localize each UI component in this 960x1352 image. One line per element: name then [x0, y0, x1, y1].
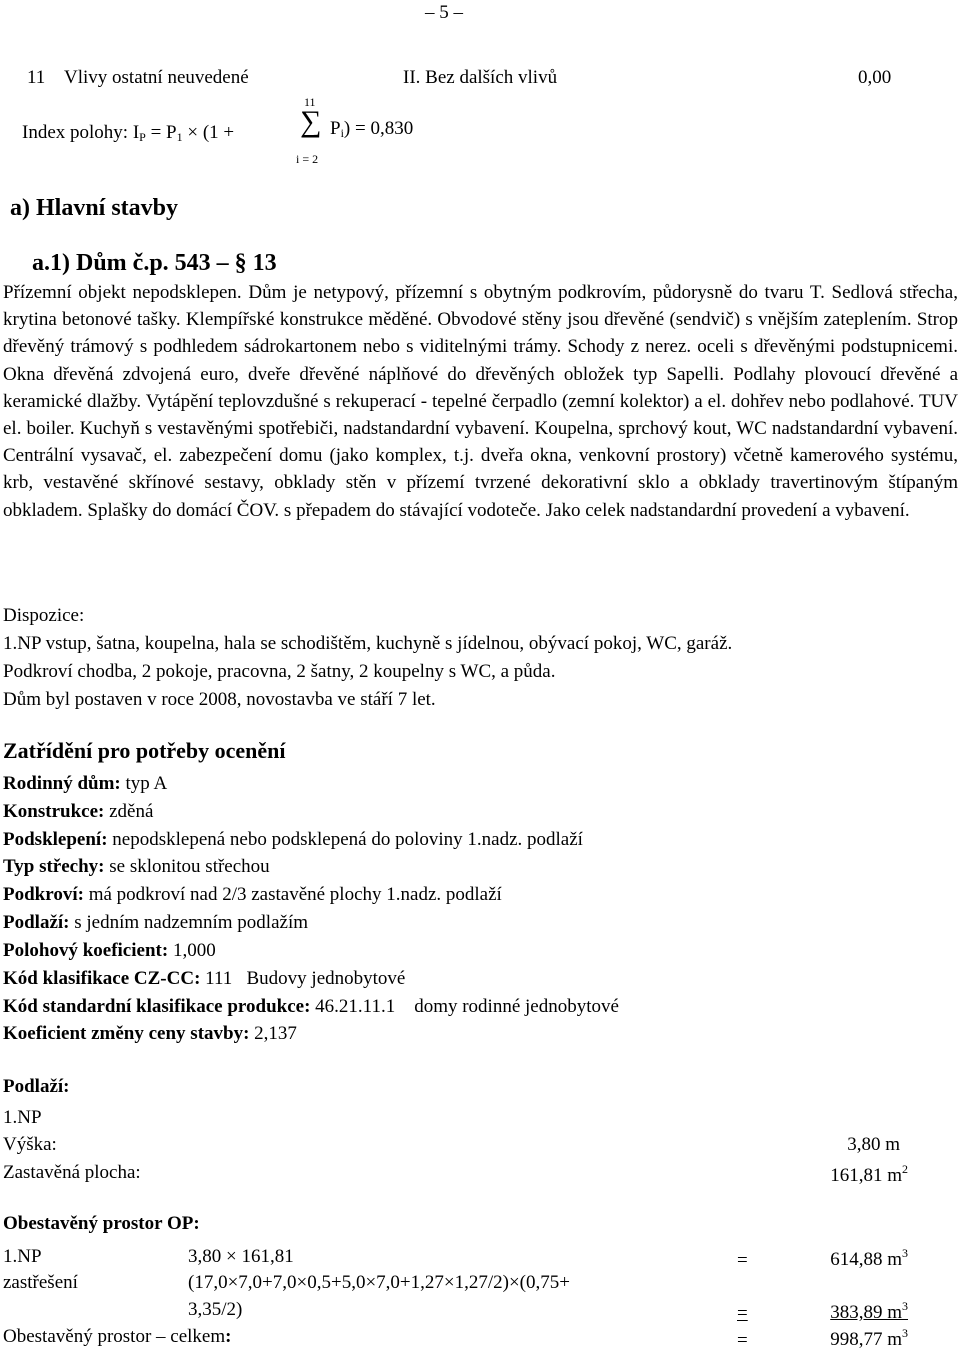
op-row-value: [830, 1246, 908, 1271]
op-total-value-sup: 3: [902, 1326, 908, 1340]
classification-label: Polohový koeficient:: [3, 940, 169, 961]
dispozice-label: Dispozice:: [3, 605, 85, 626]
classification-value: s jedním nadzemním podlažím: [69, 912, 309, 933]
classification-item: [3, 884, 502, 906]
classification-label: Konstrukce:: [3, 801, 105, 822]
op-row-label: zastřešení: [3, 1272, 78, 1293]
classification-value: má podkroví nad 2/3 zastavěné plochy 1.nadz. podlaží: [83, 884, 502, 905]
classification-label: Podlaží:: [3, 912, 70, 933]
classification-label: Rodinný dům:: [3, 773, 121, 794]
classification-value: typ A: [120, 773, 168, 794]
op-row-value: [830, 1299, 908, 1324]
index-sub-1: 1: [176, 130, 183, 144]
index-formula: [22, 122, 234, 145]
classification-value: zděná: [104, 801, 154, 822]
index-sub-p: P: [139, 130, 146, 144]
page-number: – 5 –: [425, 2, 463, 23]
dispozice-attic: Podkroví chodba, 2 pokoje, pracovna, 2 šatny, 2 koupelny s WC, a půda.: [3, 661, 556, 682]
classification-item: [3, 1023, 297, 1045]
op-total-colon: :: [225, 1326, 232, 1347]
op-row-value-sup: 3: [902, 1299, 908, 1313]
classification-item: [3, 829, 583, 851]
classification-value: 1,000: [168, 940, 216, 961]
sum-upper-limit: 11: [304, 95, 316, 109]
classification-value: 46.21.11.1 domy rodinné jednobytové: [310, 996, 619, 1017]
factor-number: 11: [27, 67, 46, 88]
factor-name: Vlivy ostatní neuvedené: [64, 67, 249, 88]
classification-item: [3, 940, 216, 962]
classification-item: [3, 801, 153, 823]
area-unit-sup: 2: [902, 1162, 908, 1176]
classification-item: [3, 856, 270, 878]
classification-item: [3, 996, 619, 1018]
construction-year: Dům byl postaven v roce 2008, novostavba ve stáří 7 let.: [3, 689, 436, 710]
op-total-value: [830, 1326, 908, 1351]
classification-label: Koeficient změny ceny stavby:: [3, 1023, 250, 1044]
floors-title: Podlaží:: [3, 1076, 70, 1097]
classification-item: [3, 968, 405, 990]
index-sub-i: i: [340, 126, 344, 140]
op-row-formula: 3,80 × 161,81: [188, 1246, 294, 1267]
classification-label: Kód standardní klasifikace produkce:: [3, 996, 311, 1017]
height-value: 3,80 m: [847, 1134, 900, 1155]
section-heading: a) Hlavní stavby: [10, 195, 179, 221]
op-total-value-number: 998,77 m: [830, 1329, 902, 1350]
area-value: [830, 1162, 908, 1187]
classification-label: Kód klasifikace CZ-CC:: [3, 968, 201, 989]
index-result: [330, 118, 413, 141]
classification-label: Podkroví:: [3, 884, 84, 905]
classification-title: Zatřídění pro potřeby ocenění: [3, 738, 286, 763]
classification-item: [3, 912, 308, 934]
op-row-value-number: 614,88 m: [830, 1249, 902, 1270]
index-p-i: P: [330, 118, 341, 139]
op-row-label: 1.NP: [3, 1246, 42, 1267]
classification-value: 111 Budovy jednobytové: [200, 968, 406, 989]
dispozice-ground-floor: 1.NP vstup, šatna, koupelna, hala se schodištěm, kuchyně s jídelnou, obývací pokoj, WC, garáž.: [3, 633, 733, 654]
op-row-equals: =: [737, 1303, 748, 1324]
area-value-number: 161,81 m: [830, 1165, 902, 1186]
area-label: Zastavěná plocha:: [3, 1162, 141, 1183]
height-label: Výška:: [3, 1134, 57, 1155]
floor-name: 1.NP: [3, 1107, 42, 1128]
op-row-equals: =: [737, 1250, 748, 1271]
sum-lower-limit: i = 2: [296, 152, 319, 166]
classification-label: Podsklepení:: [3, 829, 108, 850]
op-title: Obestavěný prostor OP:: [3, 1213, 200, 1234]
op-total-label: [3, 1326, 231, 1348]
index-times: × (1 +: [187, 122, 235, 143]
classification-label: Typ střechy:: [3, 856, 105, 877]
classification-item: [3, 773, 167, 795]
op-total-equals: =: [737, 1330, 748, 1351]
op-row-value-number: 383,89 m: [830, 1302, 902, 1323]
op-row-formula-cont: 3,35/2): [188, 1299, 243, 1320]
classification-value: se sklonitou střechou: [104, 856, 270, 877]
index-result-value: ) = 0,830: [343, 118, 414, 139]
index-label: Index polohy: I: [22, 122, 140, 143]
factor-value: 0,00: [858, 67, 892, 88]
building-description: Přízemní objekt nepodsklepen. Dům je netypový, přízemní s obytným podkrovím, půdorysně do tvaru T. Sedlová střecha, krytina betonové tašky. Klempířské konstrukce měděné. Obvodové stěny jsou dřevěné (sendvič) s vnějším zateplením. Strop dřevěný trámový s podhledem sádrokartonem nebo s viditelnými trámy. Schody z nerez. oceli s dřevěnými podstupnicemi. Okna dřevěná zdvojená euro, dveře dřevěné náplňové do dřevěných obložek typ Sapelli. Podlahy plovoucí dřevěné a keramické dlažby. Vytápění teplovzdušné s rekuperací - tepelné čerpadlo (zemní kolektor) a el. dohřev nebo podlahové. TUV el. boiler. Kuchyň s vestavěnými spotřebiči, nadstandardní vybavení. Koupelna, sprchový kout, WC nadstandardní vybavení. Centrální vysavač, el. zabezpečení domu (jako komplex, t.j. dveřa okna, venkovní prostory) včetně kamerového systému, krb, vestavěné skřínové sestavy, obklady stěn v přízemí tvrzené dekorativní sklo a obklady travertinovým štípaným obkladem. Splašky do domácí ČOV. s přepadem do stávající vodoteče. Jako celek nadstandardní provedení a vybavení.: [3, 282, 958, 521]
op-row-formula: (17,0×7,0+7,0×0,5+5,0×7,0+1,27×1,27/2)×(0,75+: [188, 1272, 570, 1293]
index-eq: = P: [150, 122, 177, 143]
sigma-symbol: ∑: [300, 105, 322, 138]
op-row-value-sup: 3: [902, 1246, 908, 1260]
subsection-heading: a.1) Dům č.p. 543 – § 13: [32, 250, 277, 276]
classification-value: 2,137: [249, 1023, 297, 1044]
factor-option: II. Bez dalších vlivů: [403, 67, 558, 88]
classification-value: nepodsklepená nebo podsklepená do poloviny 1.nadz. podlaží: [107, 829, 583, 850]
op-total-text: Obestavěný prostor – celkem: [3, 1326, 226, 1347]
